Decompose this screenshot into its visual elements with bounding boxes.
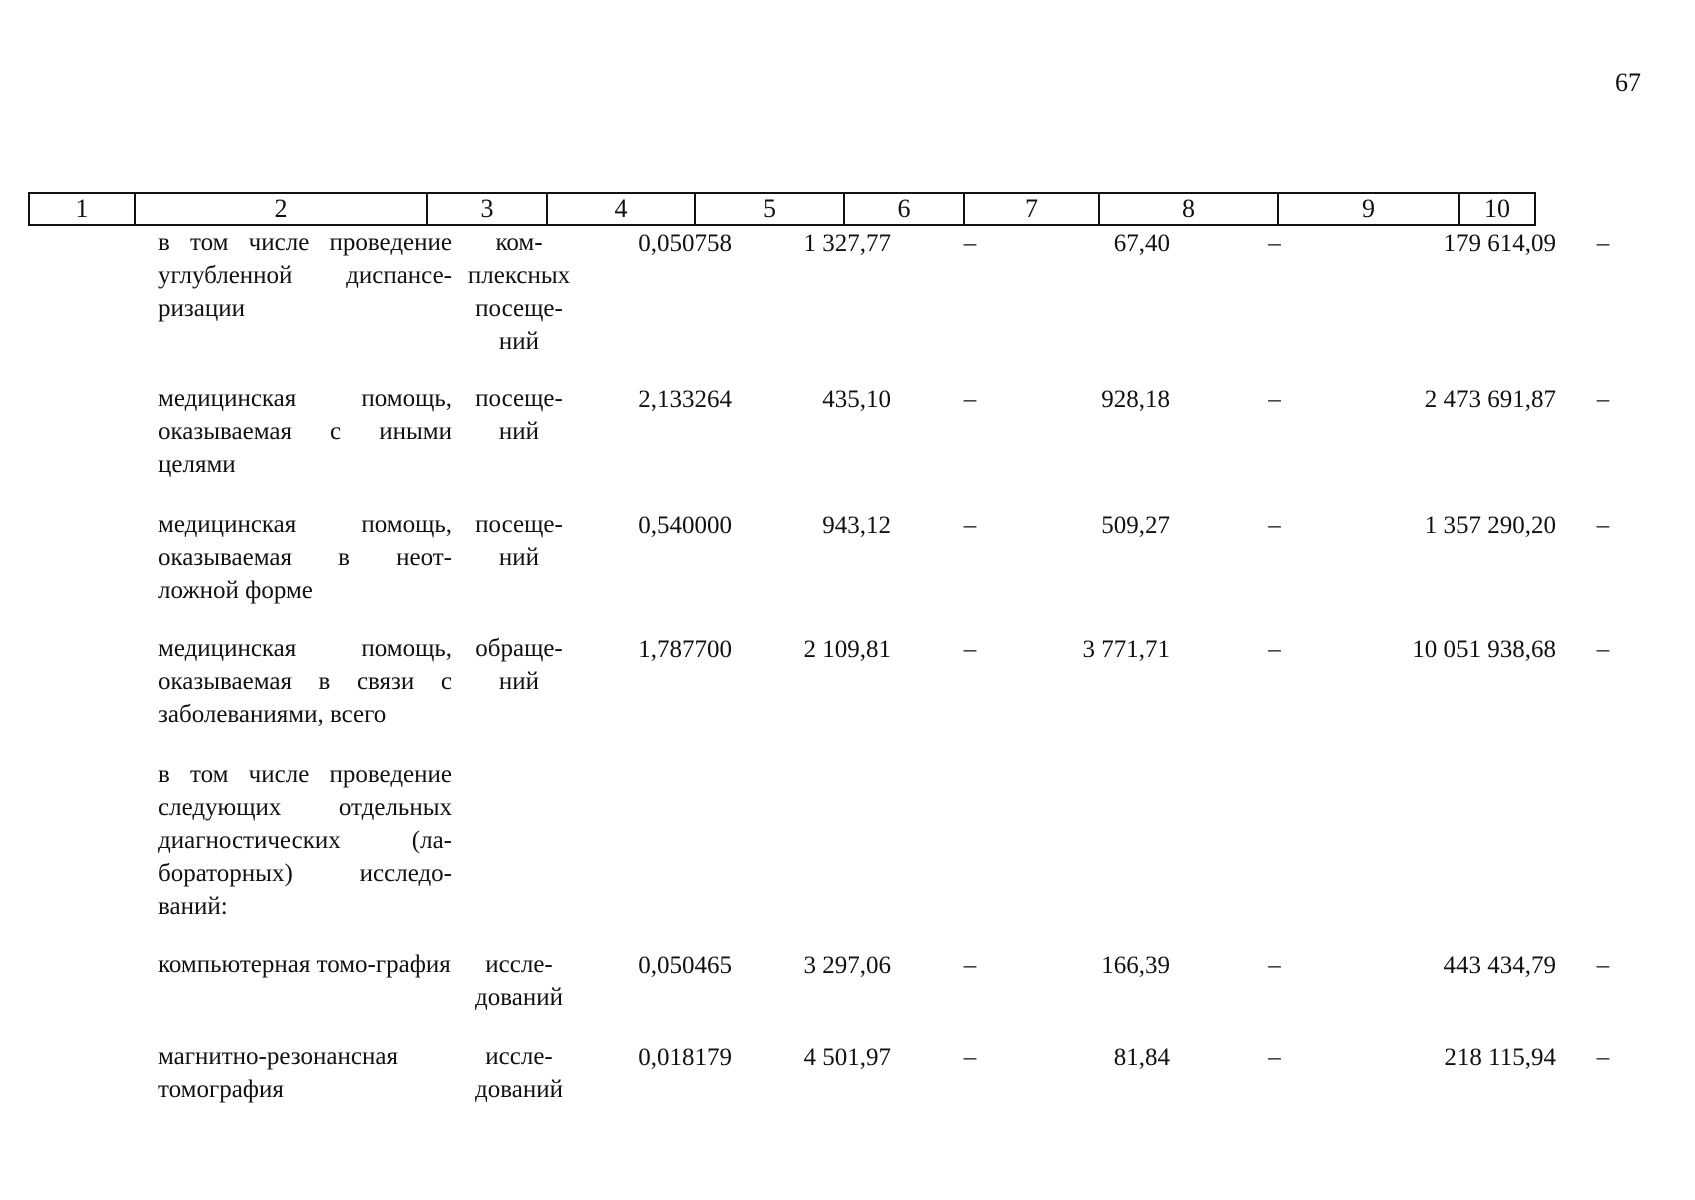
cell-col6: –	[963, 512, 977, 539]
cell-col4	[588, 758, 746, 948]
cell-col5: 3 297,06	[803, 952, 891, 979]
cell-col9: 179 614,09	[1443, 230, 1556, 257]
cell-unit: посеще-ний	[475, 385, 563, 445]
cell-unit	[458, 758, 588, 948]
row-name: в том числе проведение углубленной диспансе-ризации	[158, 229, 452, 322]
cell-col10: –	[1596, 636, 1610, 663]
cell-col6: –	[963, 230, 977, 257]
table-header	[28, 192, 1536, 226]
cell-unit: обраще-ний	[475, 635, 563, 695]
cell-col10	[1560, 758, 1646, 948]
cell-unit: посеще-ний	[475, 511, 563, 571]
cell-col8	[1180, 758, 1369, 948]
header-cell-2: 2	[134, 192, 428, 226]
row-name: магнитно-резонансная томография	[158, 1043, 398, 1103]
cell-col7: 81,84	[1113, 1044, 1170, 1071]
cell-col7: 166,39	[1101, 952, 1170, 979]
cell-name	[144, 226, 458, 382]
cell-col8: –	[1268, 230, 1281, 257]
table-row	[28, 1040, 1646, 1120]
header-cell-4: 4	[546, 192, 696, 226]
cell-col6: –	[963, 952, 977, 979]
table-row	[28, 508, 1646, 632]
cell-col6: –	[963, 636, 977, 663]
cell-col9	[1369, 758, 1560, 948]
cell-name	[144, 508, 458, 632]
cell-col10: –	[1596, 952, 1610, 979]
cell-col5	[746, 758, 905, 948]
cell-col8: –	[1268, 952, 1281, 979]
header-cell-1: 1	[28, 192, 136, 226]
cell-col1	[28, 382, 144, 508]
cell-col9: 218 115,94	[1444, 1044, 1556, 1071]
table-row	[28, 382, 1646, 508]
cell-col1	[28, 1040, 144, 1120]
row-name: медицинская помощь, оказываемая в неот-ложной форме	[158, 511, 452, 604]
cell-unit: иссле-дований	[475, 951, 563, 1011]
cell-col4: 0,050465	[638, 952, 732, 979]
cell-col9: 1 357 290,20	[1424, 512, 1556, 539]
cell-col4: 1,787700	[638, 636, 732, 663]
cell-col9: 2 473 691,87	[1424, 386, 1556, 413]
cell-col1	[28, 948, 144, 1040]
cell-col7: 3 771,71	[1082, 636, 1170, 663]
cell-name	[144, 758, 458, 948]
cell-col8: –	[1268, 636, 1281, 663]
cell-col1	[28, 758, 144, 948]
cell-col1	[28, 226, 144, 382]
cell-col1	[28, 508, 144, 632]
cell-col5: 4 501,97	[803, 1044, 891, 1071]
cell-col4: 0,018179	[638, 1044, 732, 1071]
cell-col9: 443 434,79	[1443, 952, 1556, 979]
cell-name	[144, 948, 458, 1040]
cell-col8: –	[1268, 1044, 1281, 1071]
cell-name	[144, 1040, 458, 1120]
cell-col5: 2 109,81	[803, 636, 891, 663]
cell-col10: –	[1596, 512, 1610, 539]
cell-col7: 67,40	[1113, 230, 1170, 257]
cell-col6	[905, 758, 1035, 948]
cell-unit: ком-плексных посеще-ний	[467, 229, 571, 355]
cell-col4: 0,050758	[638, 230, 732, 257]
table-row	[28, 226, 1646, 382]
header-cell-8: 8	[1098, 192, 1279, 226]
row-name: медицинская помощь, оказываемая в связи с заболеваниями, всего	[158, 635, 452, 728]
cell-col10: –	[1596, 1044, 1610, 1071]
header-cell-3: 3	[426, 192, 548, 226]
header-cell-5: 5	[694, 192, 845, 226]
cell-col4: 0,540000	[638, 512, 732, 539]
cell-col5: 943,12	[822, 512, 891, 539]
cell-col6: –	[963, 386, 977, 413]
cell-col7: 928,18	[1101, 386, 1170, 413]
cell-col4: 2,133264	[638, 386, 732, 413]
cell-col7: 509,27	[1101, 512, 1170, 539]
table-row	[28, 758, 1646, 948]
cell-name	[144, 382, 458, 508]
cell-col7	[1035, 758, 1180, 948]
row-name: компьютерная томо-графия	[158, 951, 451, 978]
cell-col8: –	[1268, 386, 1281, 413]
table-body	[28, 226, 1646, 1120]
cell-col9: 10 051 938,68	[1412, 636, 1556, 663]
header-cell-10: 10	[1458, 192, 1536, 226]
cell-col8: –	[1268, 512, 1281, 539]
page-number: 67	[1615, 68, 1641, 97]
row-name: в том числе проведение следующих отдельных диагностических (ла-бораторных) исследо-ваний:	[158, 761, 452, 920]
cell-col5: 1 327,77	[803, 230, 891, 257]
cell-col10: –	[1596, 386, 1610, 413]
cell-col5: 435,10	[822, 386, 891, 413]
header-cell-6: 6	[843, 192, 965, 226]
cell-col6: –	[963, 1044, 977, 1071]
cell-name	[144, 632, 458, 758]
header-cell-7: 7	[963, 192, 1100, 226]
cell-col1	[28, 632, 144, 758]
table-row	[28, 632, 1646, 758]
row-name: медицинская помощь, оказываемая с иными целями	[158, 385, 452, 478]
cell-unit: иссле-дований	[475, 1043, 563, 1103]
table-row	[28, 948, 1646, 1040]
cell-col10: –	[1596, 230, 1610, 257]
header-cell-9: 9	[1277, 192, 1460, 226]
